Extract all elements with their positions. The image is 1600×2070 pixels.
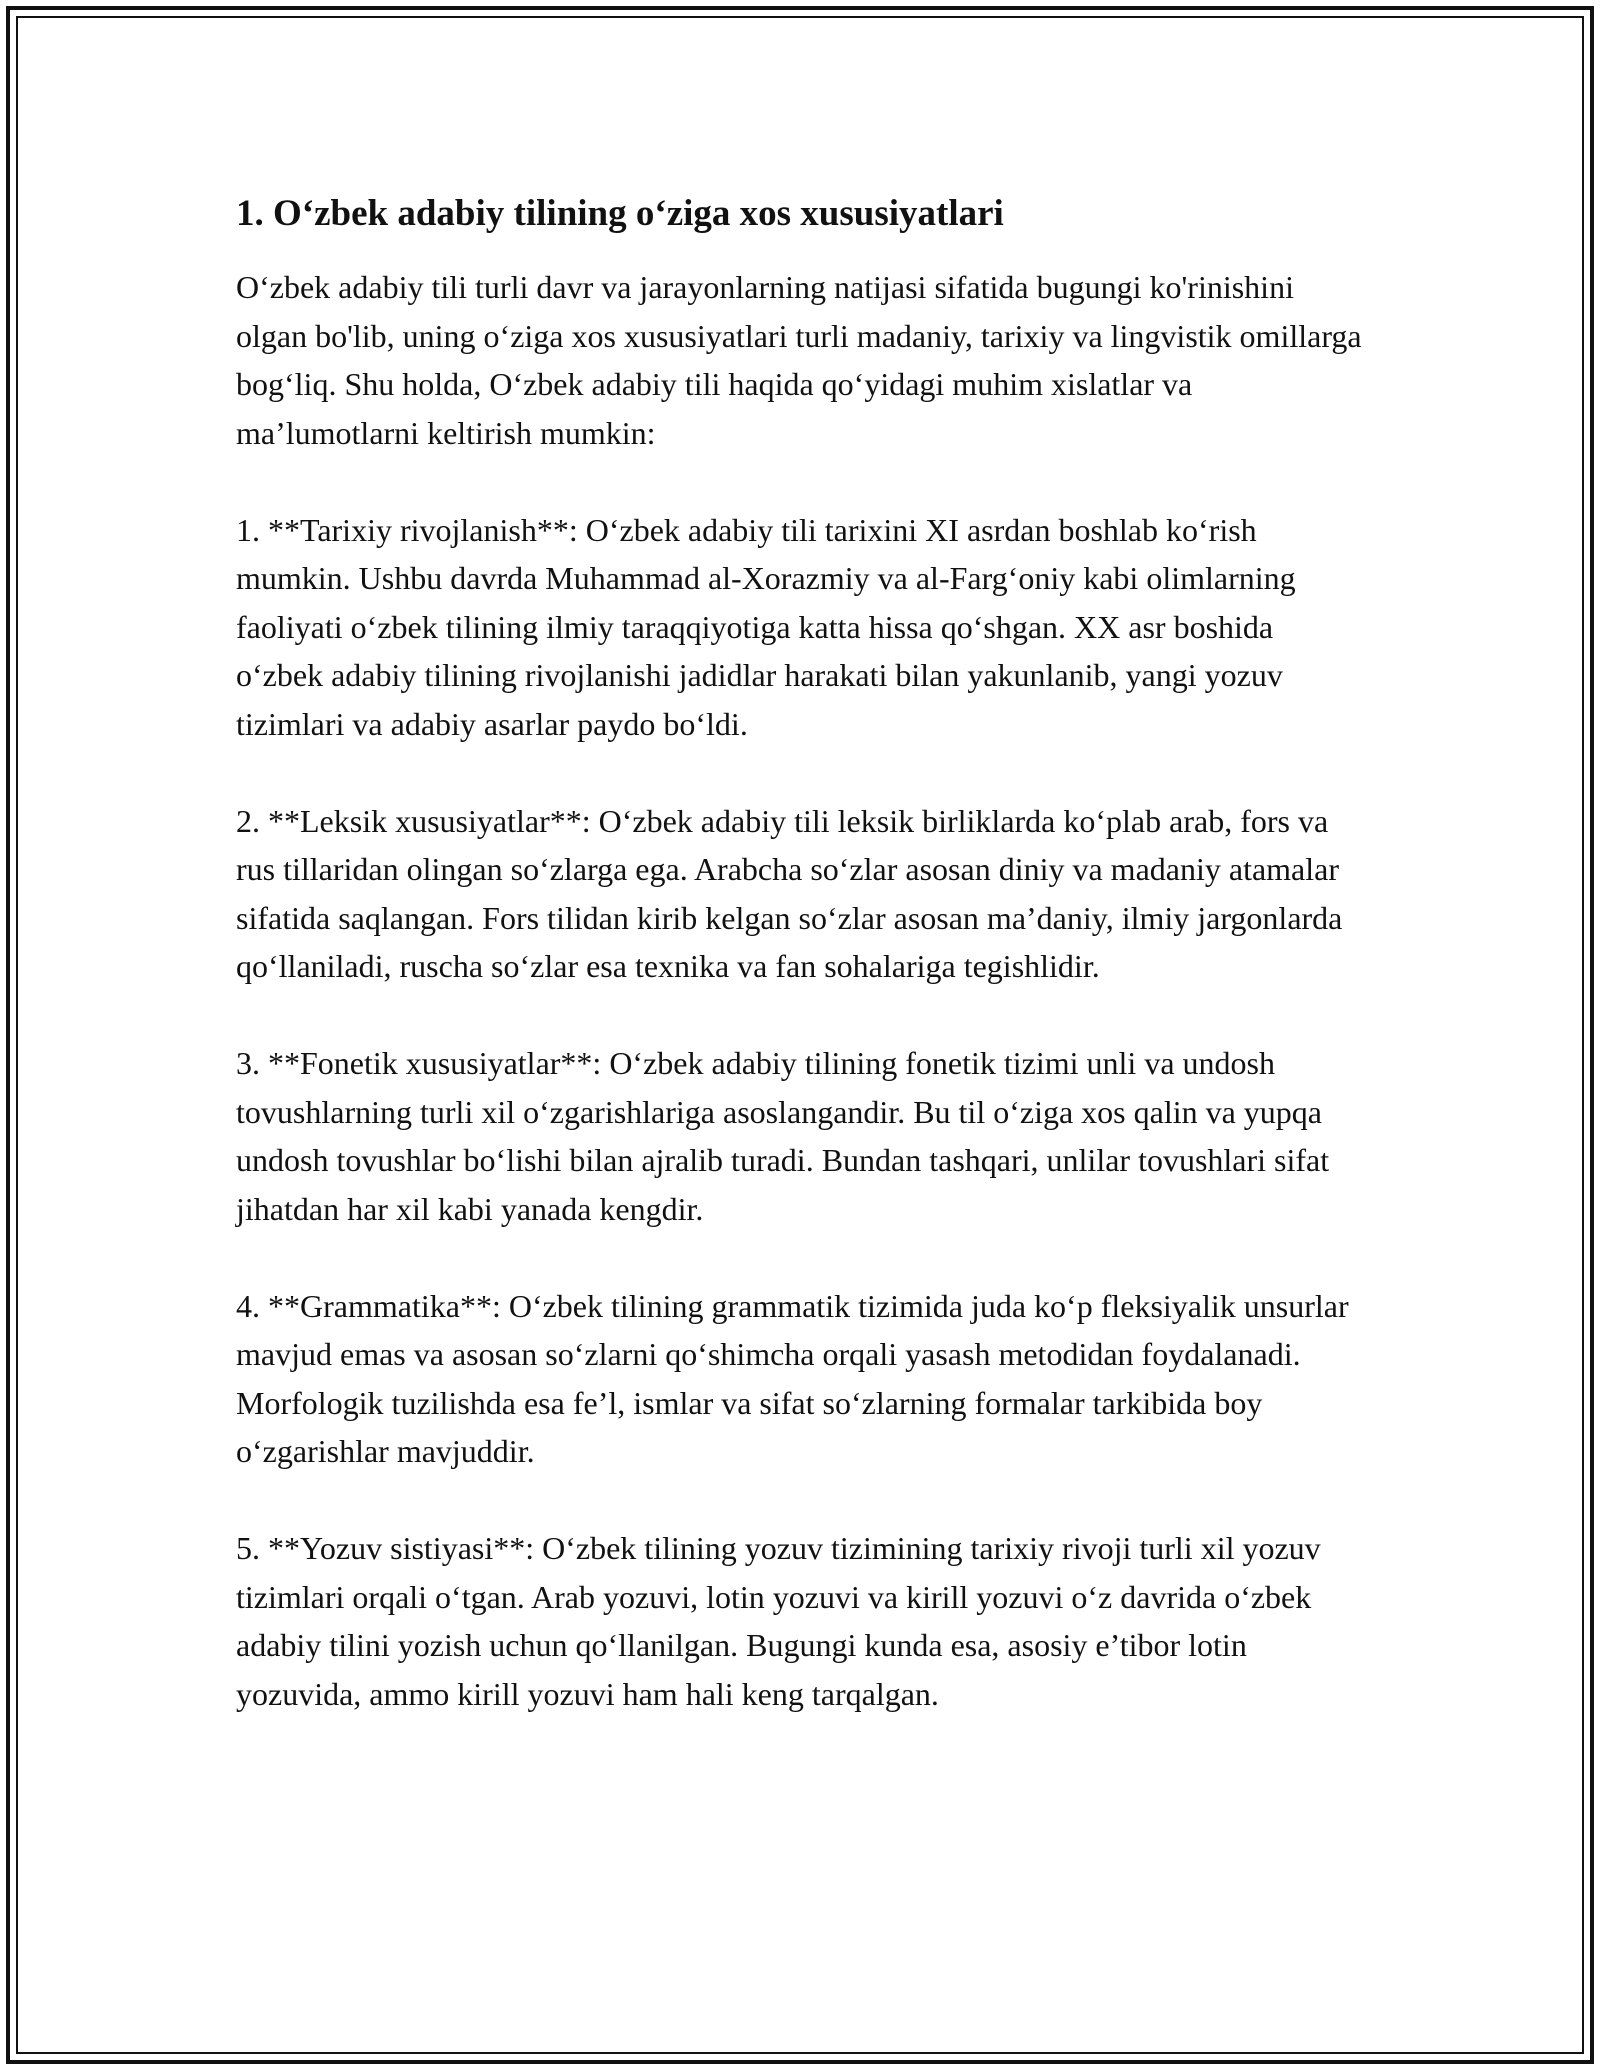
list-item-yozuv-sistiyasi: 5. **Yozuv sistiyasi**: O‘zbek tilining yozuv tizimining tarixiy rivoji turli xil yozuv tizimlari orqali o‘tgan. Arab yozuvi, lotin yozuvi va kirill yozuvi o‘z davrida o‘zbek adabiy tilini yozish uchun qo‘llanilgan. Bugungi kunda esa, asosiy e’tibor lotin yozuvida, ammo kirill yozuvi ham hali keng tarqalgan. (236, 1530, 1321, 1712)
intro-paragraph: O‘zbek adabiy tili turli davr va jarayonlarning natijasi sifatida bugungi ko'rinishini olgan bo'lib, uning o‘ziga xos xususiyatlari turli madaniy, tarixiy va lingvistik omillarga bog‘liq. Shu holda, O‘zbek adabiy tili haqida qo‘yidagi muhim xislatlar va ma’lumotlarni keltirish mumkin: (236, 269, 1362, 451)
list-item-fonetik-xususiyatlar: 3. **Fonetik xususiyatlar**: O‘zbek adabiy tilining fonetik tizimi unli va undosh tovushlarning turli xil o‘zgarishlariga asoslangandir. Bu til o‘ziga xos qalin va yupqa undosh tovushlar bo‘lishi bilan ajralib turadi. Bundan tashqari, unlilar tovushlari sifat jihatdan har xil kabi yanada kengdir. (236, 1045, 1330, 1227)
list-item-tarixiy-rivojlanish: 1. **Tarixiy rivojlanish**: O‘zbek adabiy tili tarixini XI asrdan boshlab ko‘rish mumkin. Ushbu davrda Muhammad al-Xorazmiy va al-Farg‘oniy kabi olimlarning faoliyati o‘zbek tilining ilmiy taraqqiyotiga katta hissa qo‘shgan. XX asr boshida o‘zbek adabiy tilining rivojlanishi jadidlar harakati bilan yakunlanib, yangi yozuv tizimlari va adabiy asarlar paydo bo‘ldi. (236, 511, 1296, 742)
section-heading: 1. O‘zbek adabiy tilining o‘ziga xos xususiyatlari (236, 193, 1004, 234)
list-item-grammatika: 4. **Grammatika**: O‘zbek tilining grammatik tizimida juda ko‘p fleksiyalik unsurlar mavjud emas va asosan so‘zlarni qo‘shimcha orqali yasash metodidan foydalanadi. Morfologik tuzilishda esa fe’l, ismlar va sifat so‘zlarning formalar tarkibida boy o‘zgarishlar mavjuddir. (236, 1287, 1349, 1469)
list-item-leksik-xususiyatlar: 2. **Leksik xususiyatlar**: O‘zbek adabiy tili leksik birliklarda ko‘plab arab, fors va rus tillaridan olingan so‘zlarga ega. Arabcha so‘zlar asosan diniy va madaniy atamalar sifatida saqlangan. Fors tilidan kirib kelgan so‘zlar asosan ma’daniy, ilmiy jargonlarda qo‘llaniladi, ruscha so‘zlar esa texnika va fan sohalariga tegishlidir. (236, 802, 1343, 984)
document-body (236, 186, 1366, 1718)
